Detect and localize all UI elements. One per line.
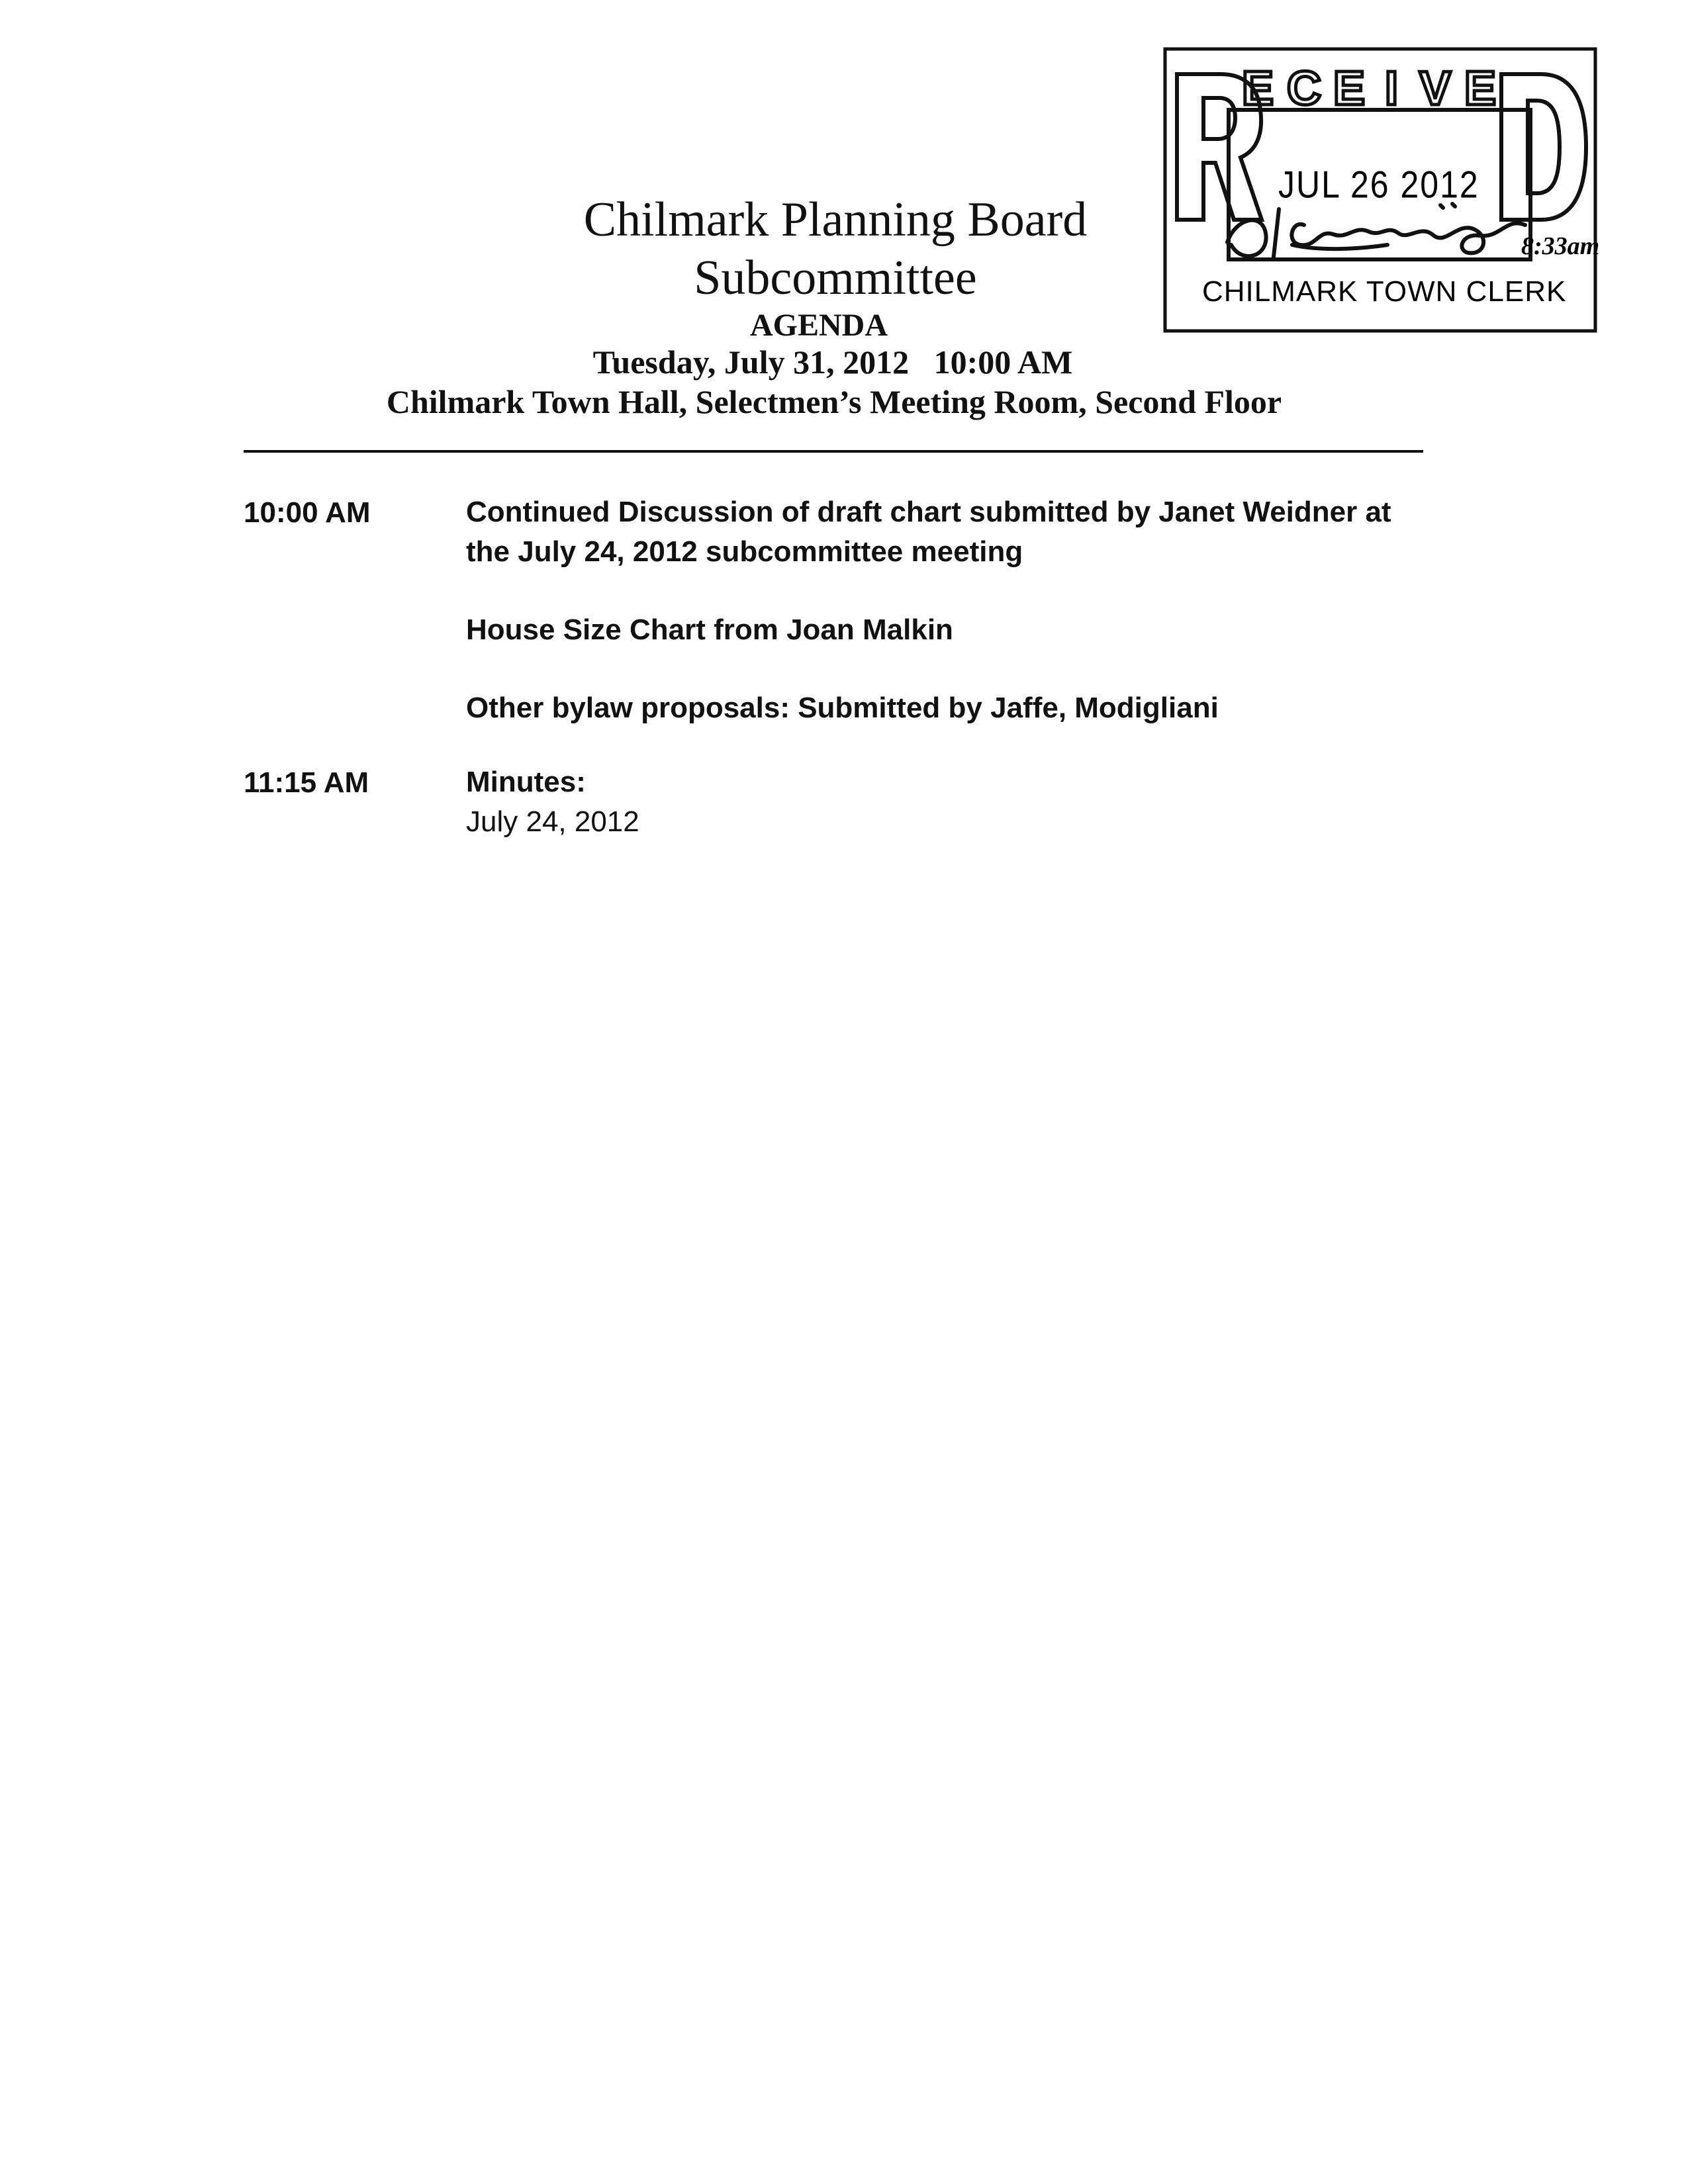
stamp-letter-e3: E [1464, 62, 1497, 115]
received-stamp [1162, 46, 1599, 338]
stamp-letter-d [1501, 74, 1586, 220]
stamp-letter-e1: E [1242, 62, 1274, 115]
header-divider [244, 450, 1423, 453]
stamp-letter-c: C [1287, 62, 1321, 115]
meeting-date-time: Tuesday, July 31, 2012 10:00 AM [592, 343, 1073, 381]
agenda-time-1: 10:00 AM [244, 496, 371, 529]
agenda-item-2: House Size Chart from Joan Malkin [466, 614, 953, 646]
stamp-time-note: 8:33am [1521, 232, 1600, 260]
title-line-2-text: Subcommittee [694, 251, 977, 305]
agenda-item-3: Other bylaw proposals: Submitted by Jaffe, Modigliani [466, 692, 1219, 724]
stamp-letter-e2: E [1333, 62, 1366, 115]
stamp-letter-i: I [1385, 62, 1399, 115]
agenda-item-minutes-date: July 24, 2012 [466, 805, 639, 838]
stamp-letter-v: V [1419, 62, 1452, 115]
stamp-office: CHILMARK TOWN CLERK [1202, 275, 1567, 308]
agenda-time-2: 11:15 AM [244, 766, 369, 799]
agenda-item-minutes-label: Minutes: [466, 766, 586, 798]
agenda-item-1-line-1: Continued Discussion of draft chart submitted by Janet Weidner at [466, 496, 1391, 528]
meeting-location: Chilmark Town Hall, Selectmen’s Meeting Room, Second Floor [386, 383, 1282, 420]
agenda-item-1-line-2: the July 24, 2012 subcommittee meeting [466, 535, 1023, 568]
title-line-1-text: Chilmark Planning Board [583, 193, 1088, 247]
stamp-date: JUL 26 2012 [1278, 163, 1479, 206]
stamp-signature [1227, 204, 1525, 257]
agenda-label: AGENDA [749, 308, 888, 343]
